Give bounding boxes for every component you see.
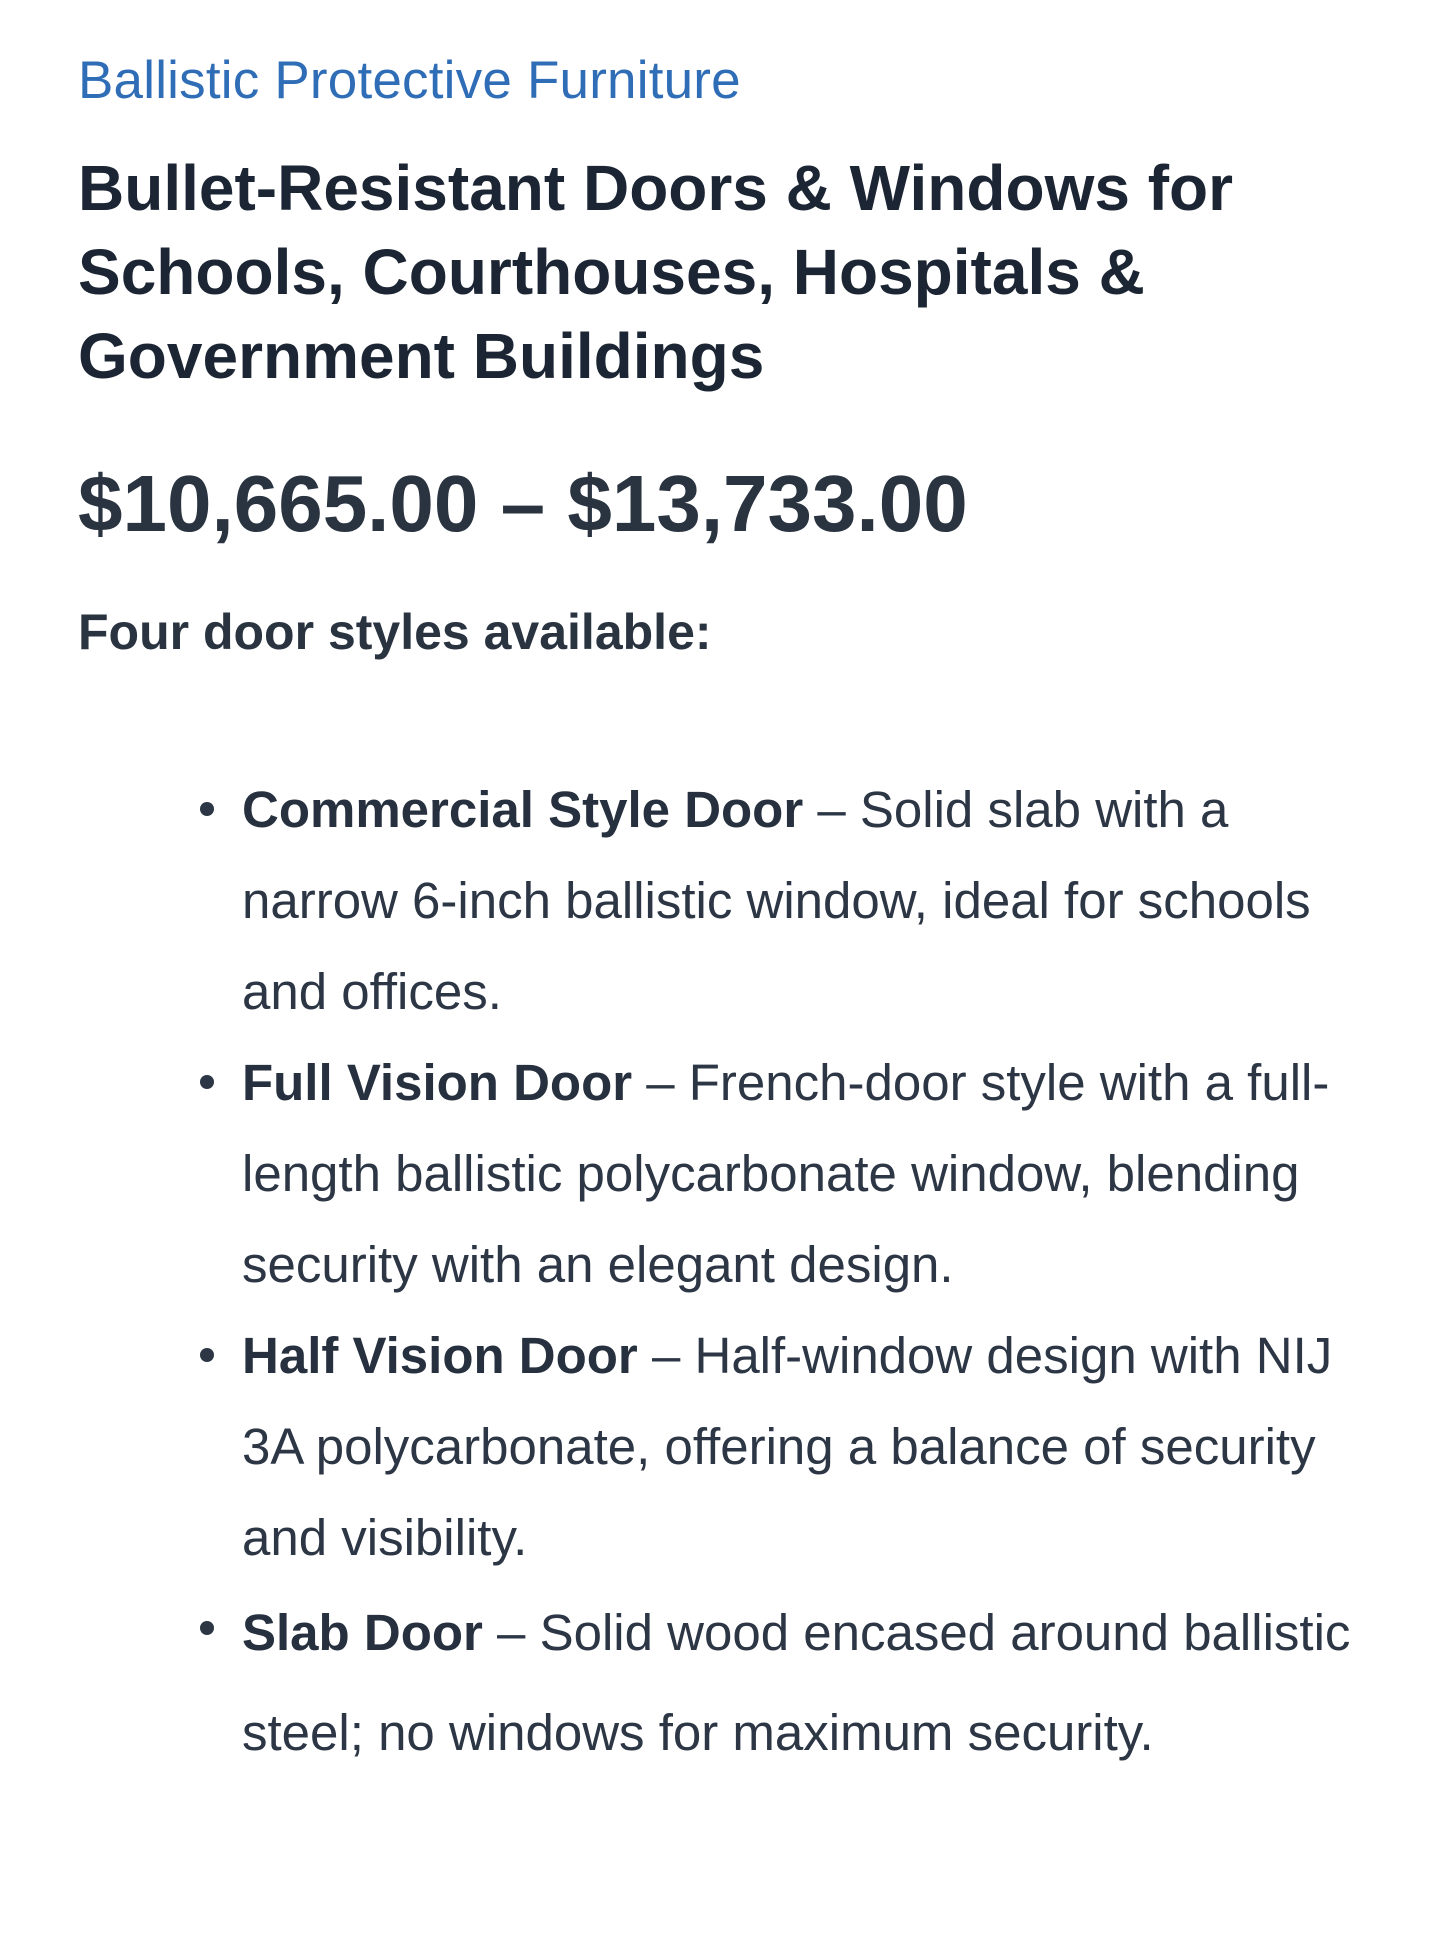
list-item-slab-door	[242, 1583, 1362, 1783]
door-style-separator: –	[803, 781, 860, 838]
door-style-description: French-door style with a full-length ballistic polycarbonate window, blending security with an elegant design.	[242, 1054, 1330, 1293]
category-link[interactable]: Ballistic Protective Furniture	[78, 51, 741, 110]
list-item-commercial-style-door	[242, 764, 1362, 1037]
door-style-name: Slab Door	[242, 1604, 483, 1661]
door-style-description: Solid slab with a narrow 6-inch ballistic window, ideal for schools and offices.	[242, 781, 1311, 1020]
bullet-icon	[200, 1348, 214, 1362]
door-style-description: Half-window design with NIJ 3A polycarbonate, offering a balance of security and visibility.	[242, 1327, 1333, 1566]
bullet-icon	[200, 1621, 214, 1635]
door-styles-list	[78, 764, 1362, 1783]
door-style-name: Full Vision Door	[242, 1054, 633, 1111]
door-style-separator: –	[632, 1054, 689, 1111]
door-style-description: Solid wood encased around ballistic steel; no windows for maximum security.	[242, 1604, 1351, 1761]
door-style-name: Half Vision Door	[242, 1327, 638, 1384]
door-style-name: Commercial Style Door	[242, 781, 804, 838]
bullet-icon	[200, 1075, 214, 1089]
door-style-separator: –	[637, 1327, 695, 1384]
door-style-separator: –	[482, 1604, 540, 1661]
door-styles-heading: Four door styles available:	[78, 604, 712, 660]
list-item-full-vision-door	[242, 1037, 1362, 1310]
bullet-icon	[200, 802, 214, 816]
price-range: $10,665.00 – $13,733.00	[78, 459, 968, 548]
list-item-half-vision-door	[242, 1310, 1362, 1583]
product-title: Bullet-Resistant Doors & Windows for Schools, Courthouses, Hospitals & Government Buildings	[78, 152, 1234, 392]
